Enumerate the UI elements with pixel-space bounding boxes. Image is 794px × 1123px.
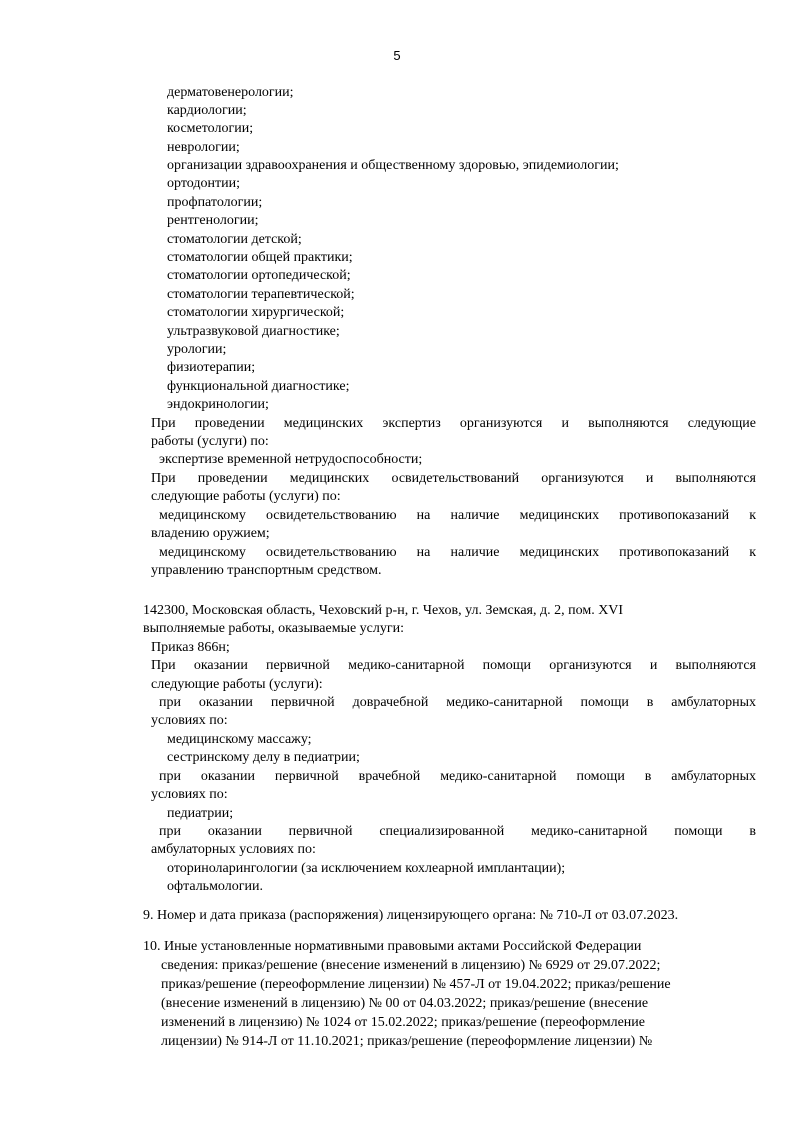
list-item: стоматологии хирургической; <box>167 305 345 320</box>
specialized-care-cont: амбулаторных условиях по: <box>151 842 316 857</box>
list-item: стоматологии общей практики; <box>167 250 353 265</box>
section-10-heading: 10. Иные установленные нормативными правовыми актами Российской Федерации <box>143 939 642 954</box>
examination-item-cont: владению оружием; <box>151 526 270 541</box>
list-item: физиотерапии; <box>167 360 256 375</box>
page-number: 5 <box>393 48 401 63</box>
list-item: сестринскому делу в педиатрии; <box>167 750 360 765</box>
examination-item: медицинскому освидетельствованию на наличие медицинских противопоказаний к <box>159 545 756 560</box>
list-item: функциональной диагностике; <box>167 379 350 394</box>
list-item: офтальмологии. <box>167 879 263 894</box>
examinations-intro-cont: следующие работы (услуги) по: <box>151 489 341 504</box>
physician-care: при оказании первичной врачебной медико-санитарной помощи в амбулаторных <box>159 769 756 784</box>
list-item: стоматологии детской; <box>167 232 302 247</box>
list-item: стоматологии ортопедической; <box>167 268 351 283</box>
list-item: ортодонтии; <box>167 176 240 191</box>
list-item: эндокринологии; <box>167 397 269 412</box>
section-10-line: лицензии) № 914-Л от 11.10.2021; приказ/решение (переоформление лицензии) № <box>161 1034 653 1049</box>
list-item: профпатологии; <box>167 195 263 210</box>
list-item: организации здравоохранения и общественному здоровью, эпидемиологии; <box>167 158 619 173</box>
list-item: косметологии; <box>167 121 254 136</box>
address-line: 142300, Московская область, Чеховский р-н, г. Чехов, ул. Земская, д. 2, пом. XVI <box>143 603 624 618</box>
list-item: медицинскому массажу; <box>167 732 312 747</box>
list-item: неврологии; <box>167 140 240 155</box>
section-10-line: (внесение изменений в лицензию) № 00 от 04.03.2022; приказ/решение (внесение <box>161 996 649 1011</box>
physician-care-cont: условиях по: <box>151 787 228 802</box>
section-10-line: изменений в лицензию) № 1024 от 15.02.2022; приказ/решение (переоформление <box>161 1015 646 1030</box>
list-item: кардиологии; <box>167 103 247 118</box>
section-9: 9. Номер и дата приказа (распоряжения) лицензирующего органа: № 710-Л от 03.07.2023. <box>143 908 679 923</box>
examinations-intro: При проведении медицинских освидетельствований организуются и выполняются <box>151 471 756 486</box>
list-item: урологии; <box>167 342 227 357</box>
examination-item-cont: управлению транспортным средством. <box>151 563 382 578</box>
prehospital-care-cont: условиях по: <box>151 713 228 728</box>
expertise-intro-cont: работы (услуги) по: <box>151 434 269 449</box>
expertise-item: экспертизе временной нетрудоспособности; <box>159 452 423 467</box>
section-10-line: приказ/решение (переоформление лицензии) № 457-Л от 19.04.2022; приказ/решение <box>161 977 671 992</box>
primary-care-intro: При оказании первичной медико-санитарной помощи организуются и выполняются <box>151 658 756 673</box>
works-label: выполняемые работы, оказываемые услуги: <box>143 621 405 636</box>
section-10-line: сведения: приказ/решение (внесение изменений в лицензию) № 6929 от 29.07.2022; <box>161 958 661 973</box>
list-item: педиатрии; <box>167 806 234 821</box>
list-item: ультразвуковой диагностике; <box>167 324 340 339</box>
primary-care-intro-cont: следующие работы (услуги): <box>151 677 323 692</box>
examination-item: медицинскому освидетельствованию на наличие медицинских противопоказаний к <box>159 508 756 523</box>
expertise-intro: При проведении медицинских экспертиз организуются и выполняются следующие <box>151 416 756 431</box>
list-item: дерматовенерологии; <box>167 85 294 100</box>
specialized-care: при оказании первичной специализированной медико-санитарной помощи в <box>159 824 756 839</box>
order-line: Приказ 866н; <box>151 640 230 655</box>
list-item: рентгенологии; <box>167 213 259 228</box>
prehospital-care: при оказании первичной доврачебной медико-санитарной помощи в амбулаторных <box>159 695 756 710</box>
list-item: оториноларингологии (за исключением кохлеарной имплантации); <box>167 861 566 876</box>
list-item: стоматологии терапевтической; <box>167 287 355 302</box>
